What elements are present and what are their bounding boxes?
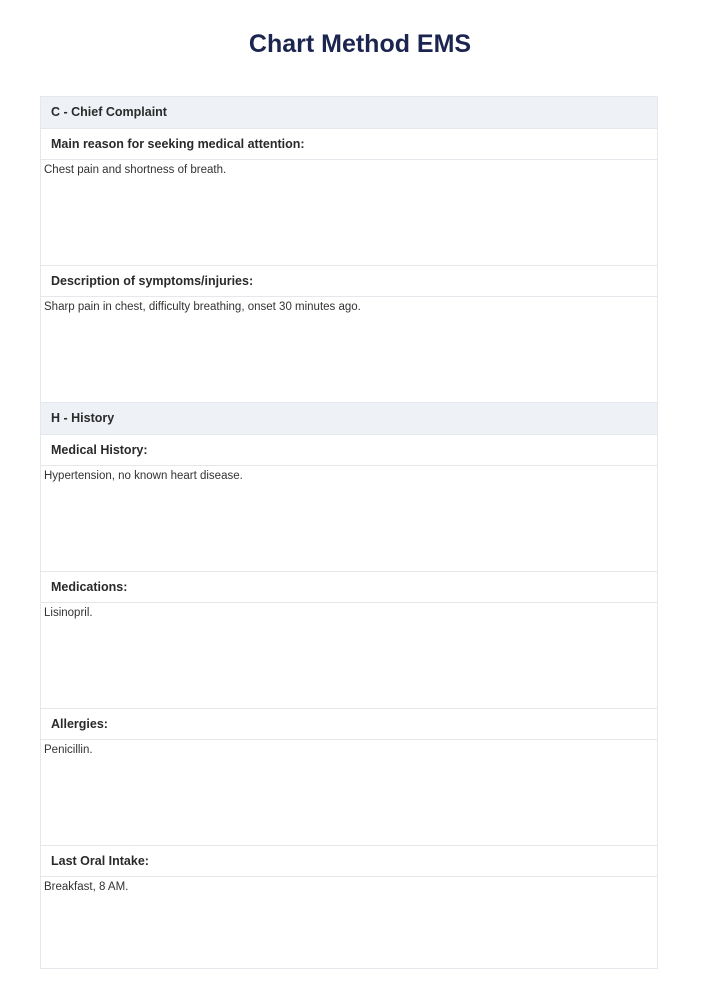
field-label-medical-history: Medical History:	[41, 435, 657, 466]
field-value-medical-history[interactable]: Hypertension, no known heart disease.	[41, 466, 657, 572]
field-value-last-oral-intake[interactable]: Breakfast, 8 AM.	[41, 877, 657, 969]
field-label-medications: Medications:	[41, 572, 657, 603]
field-value-main-reason[interactable]: Chest pain and shortness of breath.	[41, 160, 657, 266]
field-label-symptoms: Description of symptoms/injuries:	[41, 266, 657, 297]
ems-form	[40, 96, 658, 969]
field-label-allergies: Allergies:	[41, 709, 657, 740]
field-label-main-reason: Main reason for seeking medical attention:	[41, 129, 657, 160]
field-value-allergies[interactable]: Penicillin.	[41, 740, 657, 846]
page-title: Chart Method EMS	[248, 30, 472, 58]
field-label-last-oral-intake: Last Oral Intake:	[41, 846, 657, 877]
field-value-symptoms[interactable]: Sharp pain in chest, difficulty breathing, onset 30 minutes ago.	[41, 297, 657, 403]
section-header-chief-complaint: C - Chief Complaint	[41, 97, 657, 129]
field-value-medications[interactable]: Lisinopril.	[41, 603, 657, 709]
section-header-history: H - History	[41, 403, 657, 435]
